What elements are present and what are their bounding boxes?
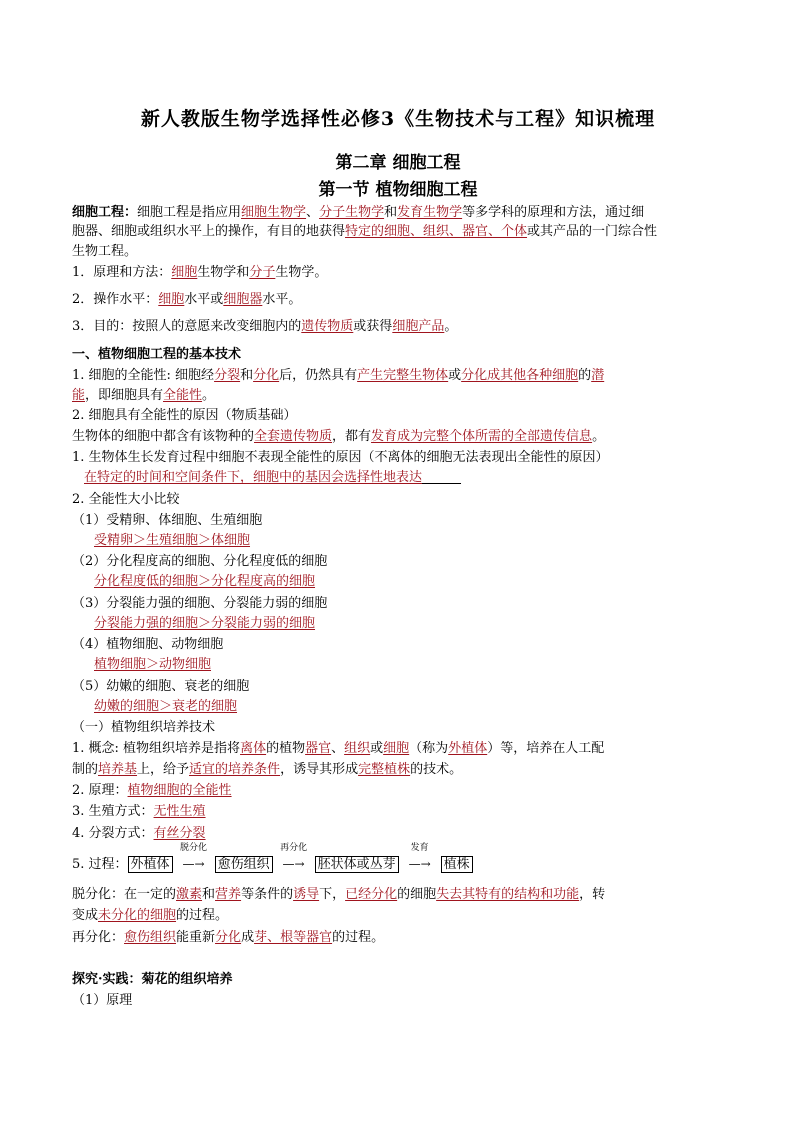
explore-principle: （1）原理 — [72, 993, 133, 1008]
process-flow: 5. 过程： 外植体 脱分化 —→ 愈伤组织 再分化 —→ 胚状体或丛芽 发育 —→ 植株 — [72, 854, 724, 875]
compare-heading: 2. 全能性大小比较 — [72, 492, 180, 507]
tissue-culture-heading: （一）植物组织培养技术 — [72, 720, 216, 735]
totipotency-line-1: 1. 细胞的全能性: 细胞经分裂和分化后，仍然具有产生完整生物体或分化成其他各种细胞的潜 — [72, 368, 605, 383]
compare-q1: （1）受精卵、体细胞、生殖细胞 — [72, 513, 263, 528]
division-line: 4. 分裂方式：有丝分裂 — [72, 826, 206, 841]
concept-line-2: 制的培养基上，给予适宜的培养条件，诱导其形成完整植株的技术。 — [72, 762, 463, 777]
arrow-redifferentiation: 再分化 —→ — [280, 843, 308, 871]
chapter-title: 第二章 细胞工程 — [335, 153, 461, 173]
concept-line-1: 1. 概念: 植物组织培养是指将离体的植物器官、组织或细胞（称为外植体）等，培养在人工配 — [72, 741, 605, 756]
arrow-dedifferentiation: 脱分化 —→ — [180, 843, 208, 871]
redifferentiation-line: 再分化：愈伤组织能重新分化成芽、根等器官的过程。 — [72, 930, 385, 945]
section-heading-basic-tech: 一、植物细胞工程的基本技术 — [72, 347, 242, 362]
intro-line-3: 生物工程。 — [72, 244, 138, 259]
totipotency-reason: 生物体的细胞中都含有该物种的全套遗传物质，都有发育成为完整个体所需的全部遗传信息。 — [72, 429, 606, 444]
stage-plant: 植株 — [441, 856, 473, 873]
compare-a4: 植物细胞＞动物细胞 — [94, 657, 212, 672]
compare-a5: 幼嫩的细胞＞衰老的细胞 — [94, 699, 238, 714]
principle-line: 2. 原理：植物细胞的全能性 — [72, 783, 232, 798]
totipotency-line-2: 能，即细胞具有全能性。 — [72, 388, 216, 403]
intro-line-1: 细胞工程：细胞工程是指应用细胞生物学、分子生物学和发育生物学等多学科的原理和方法，通过细 — [72, 205, 645, 220]
intro-line-2: 胞器、细胞或组织水平上的操作，有目的地获得特定的细胞、组织、器官、个体或其产品的一门综合性 — [72, 224, 658, 239]
item-goal: 3．目的：按照人的意愿来改变细胞内的遗传物质或获得细胞产品。 — [72, 319, 458, 334]
section-title: 第一节 植物细胞工程 — [318, 180, 478, 200]
stage-explant: 外植体 — [128, 856, 173, 873]
compare-q4: （4）植物细胞、动物细胞 — [72, 637, 224, 652]
totipotency-reason-heading: 2. 细胞具有全能性的原因（物质基础） — [72, 408, 297, 423]
not-expressed-answer: 在特定的时间和空间条件下，细胞中的基因会选择性地表达 — [84, 470, 423, 485]
not-expressed-heading: 1. 生物体生长发育过程中细胞不表现全能性的原因（不离体的细胞无法表现出全能性的原因） — [72, 450, 609, 465]
explore-heading: 探究·实践：菊花的组织培养 — [72, 972, 233, 987]
compare-a1: 受精卵＞生殖细胞＞体细胞 — [94, 533, 251, 548]
doc-title: 新人教版生物学选择性必修3《生物技术与工程》知识梳理 — [140, 108, 656, 130]
dedifferentiation-line-1: 脱分化：在一定的激素和营养等条件的诱导下，已经分化的细胞失去其特有的结构和功能，转 — [72, 887, 606, 902]
stage-callus: 愈伤组织 — [215, 856, 273, 873]
compare-a2: 分化程度低的细胞＞分化程度高的细胞 — [94, 574, 316, 589]
item-principle: 1．原理和方法：细胞生物学和分子生物学。 — [72, 265, 328, 280]
compare-a3: 分裂能力强的细胞＞分裂能力弱的细胞 — [94, 616, 316, 631]
stage-embryoid: 胚状体或丛芽 — [315, 856, 399, 873]
reproduction-line: 3. 生殖方式：无性生殖 — [72, 804, 206, 819]
compare-q3: （3）分裂能力强的细胞、分裂能力弱的细胞 — [72, 596, 328, 611]
dedifferentiation-line-2: 变成未分化的细胞的过程。 — [72, 908, 229, 923]
arrow-development: 发育 —→ — [408, 843, 431, 871]
compare-q5: （5）幼嫩的细胞、衰老的细胞 — [72, 679, 250, 694]
compare-q2: （2）分化程度高的细胞、分化程度低的细胞 — [72, 554, 328, 569]
item-level: 2．操作水平：细胞水平或细胞器水平。 — [72, 292, 302, 307]
